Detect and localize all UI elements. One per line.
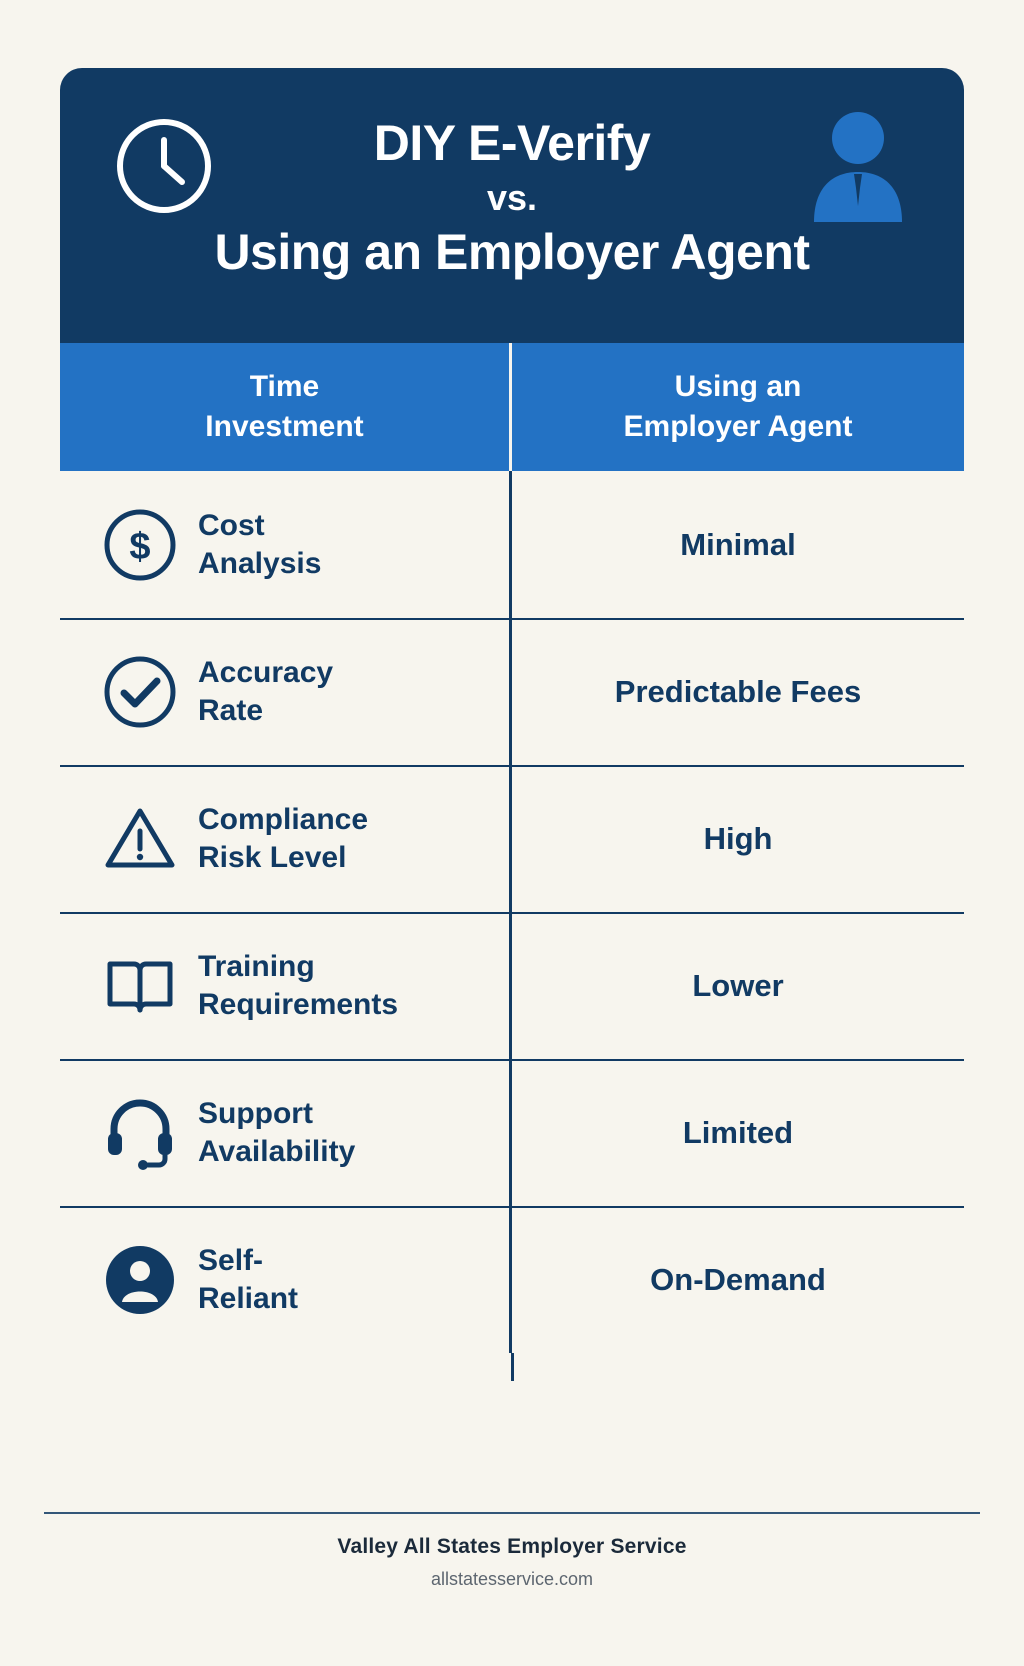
row-value: Limited — [682, 1114, 794, 1150]
footer-brand: Valley All States Employer Service — [337, 1535, 687, 1558]
row-left-cell — [60, 1059, 512, 1206]
check-circle-icon — [102, 654, 178, 730]
column-header-right-line1: Using an — [674, 370, 802, 404]
table-row — [60, 618, 964, 765]
table-row — [60, 471, 964, 618]
dollar-circle-icon — [102, 507, 178, 583]
row-right-cell — [512, 471, 964, 618]
row-value: Predictable Fees — [614, 673, 862, 709]
title-line-2: vs. — [486, 177, 538, 218]
comparison-card — [60, 68, 964, 1353]
row-label — [198, 1242, 298, 1317]
row-right-cell — [512, 618, 964, 765]
row-label-line1: Accuracy — [198, 656, 334, 689]
row-label-line2: Availability — [198, 1134, 356, 1168]
row-left-cell — [60, 765, 512, 912]
row-label-line2: Risk Level — [198, 840, 347, 874]
row-label-line2: Rate — [198, 693, 264, 727]
row-value: High — [703, 820, 773, 856]
row-left-cell — [60, 912, 512, 1059]
row-left-cell — [60, 618, 512, 765]
footer-divider — [44, 1512, 980, 1514]
user-circle-icon — [102, 1242, 178, 1318]
row-label-line2: Reliant — [198, 1281, 299, 1315]
title-line-3: Using an Employer Agent — [214, 224, 810, 281]
row-right-cell — [512, 1059, 964, 1206]
column-divider-tail — [511, 1353, 514, 1381]
row-value: On-Demand — [650, 1261, 826, 1297]
headset-icon — [102, 1095, 178, 1171]
table-body — [60, 471, 964, 1353]
clock-icon — [114, 116, 214, 216]
row-label-line1: Compliance — [198, 803, 369, 836]
row-label — [198, 1095, 355, 1170]
warning-triangle-icon — [102, 801, 178, 877]
table-row — [60, 1206, 964, 1353]
row-label — [198, 507, 321, 582]
footer-url: allstatesservice.com — [430, 1569, 594, 1589]
person-tie-icon — [810, 110, 906, 222]
column-header-right-line2: Employer Agent — [623, 410, 853, 443]
row-value: Lower — [692, 967, 784, 1003]
row-label-line2: Analysis — [198, 546, 322, 580]
svg-text:$: $ — [129, 525, 151, 568]
title-line-1: DIY E-Verify — [373, 115, 651, 171]
footer — [0, 1535, 1024, 1590]
row-label — [198, 654, 333, 729]
column-header-right — [512, 343, 964, 471]
row-label-line1: Support — [198, 1097, 313, 1130]
table-row — [60, 1059, 964, 1206]
table-row — [60, 765, 964, 912]
column-header-left — [60, 343, 512, 471]
table-column-headers — [60, 343, 964, 471]
table-row — [60, 912, 964, 1059]
row-left-cell — [60, 1206, 512, 1353]
row-label-line1: Cost — [198, 509, 265, 542]
row-right-cell — [512, 912, 964, 1059]
card-header — [60, 68, 964, 343]
row-label-line1: Training — [198, 950, 315, 983]
row-right-cell — [512, 1206, 964, 1353]
row-label — [198, 948, 398, 1023]
row-value: Minimal — [680, 526, 796, 562]
column-header-left-line2: Investment — [205, 410, 364, 443]
row-left-cell — [60, 471, 512, 618]
column-header-left-line1: Time — [249, 370, 320, 404]
open-book-icon — [102, 948, 178, 1024]
row-label-line2: Requirements — [198, 987, 399, 1021]
row-label-line1: Self- — [198, 1244, 264, 1277]
row-label — [198, 801, 368, 876]
row-right-cell — [512, 765, 964, 912]
